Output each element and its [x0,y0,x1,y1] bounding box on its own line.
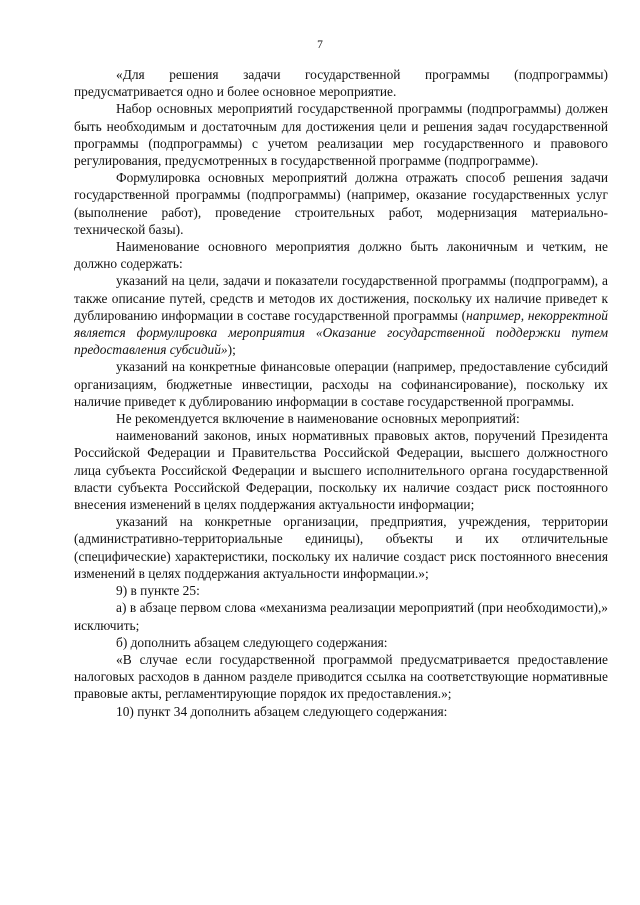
paragraph-measures-set: Набор основных мероприятий государственной программы (подпрограммы) должен быть необходимым и достаточным для достижения цели и решения задач государственной программы (подпрограммы) с учетом реализации мер государственного и правового регулирования, предусмотренных в государственной программе (подпрограмме). [74,101,608,169]
paragraph-measures-intro: «Для решения задачи государственной программы (подпрограммы) предусматривается одно и более основное мероприятие. [74,67,608,100]
paragraph-item-9a: а) в абзаце первом слова «механизма реализации мероприятий (при необходимости),» исключить; [74,600,608,633]
paragraph-item-10: 10) пункт 34 дополнить абзацем следующего содержания: [116,703,448,719]
italic-example: например, некорректной является формулировка мероприятия «Оказание государственной поддержки путем предоставления субсидий» [74,307,608,358]
paragraph-measures-wording: Формулировка основных мероприятий должна отражать способ решения задачи государственной программы (подпрограммы) (например, оказание государственных услуг (выполнение работ), проведение строительных работ, модернизация материально-технической базы). [74,170,608,237]
paragraph-laws-names: наименований законов, иных нормативных правовых актов, поручений Президента Российской Федерации и Правительства Российской Федерации, высшего должностного лица субъекта Российской Федерации и высшего исполнительного органа государственной власти субъекта Российской Федерации, поскольку их наличие создаст риск постоянного внесения изменений в целях поддержания актуальности информации; [74,428,608,513]
paragraph-financial-operations: указаний на конкретные финансовые операции (например, предоставление субсидий организациям, бюджетные инвестиции, расходы на софинансирование), поскольку их наличие приведет к дублированию информации в составе государственной программы. [74,359,608,409]
document-body [74,66,608,720]
paragraph-goals-indication [74,272,608,358]
paragraph-organizations: указаний на конкретные организации, предприятия, учреждения, территории (административно-территориальные единицы), объекты и их отличительные (специфические) характеристики, поскольку их наличие создаст риск постоянного внесения изменений в целях поддержания актуальности информации.»; [74,514,608,581]
paragraph-text: указаний на цели, задачи и показатели государственной программы (подпрограмм), а также описание путей, средств и методов их достижения, поскольку их наличие приведет к дублированию информации в составе государственной программы ( [74,273,608,323]
paragraph-tax-expenses: «В случае если государственной программой предусматривается предоставление налоговых расходов в данном разделе приводится ссылка на соответствующие нормативные правовые акты, регламентирующие порядок их предоставления.»; [74,651,608,702]
paragraph-item-9b: б) дополнить абзацем следующего содержания: [116,634,388,650]
paragraph-measure-name: Наименование основного мероприятия должно быть лаконичным и четким, не должно содержать: [74,239,608,272]
page-number: 7 [317,39,323,51]
paragraph-not-recommended: Не рекомендуется включение в наименование основных мероприятий: [116,411,520,427]
paragraph-item-9: 9) в пункте 25: [116,583,200,599]
paragraph-text: ); [227,342,236,358]
